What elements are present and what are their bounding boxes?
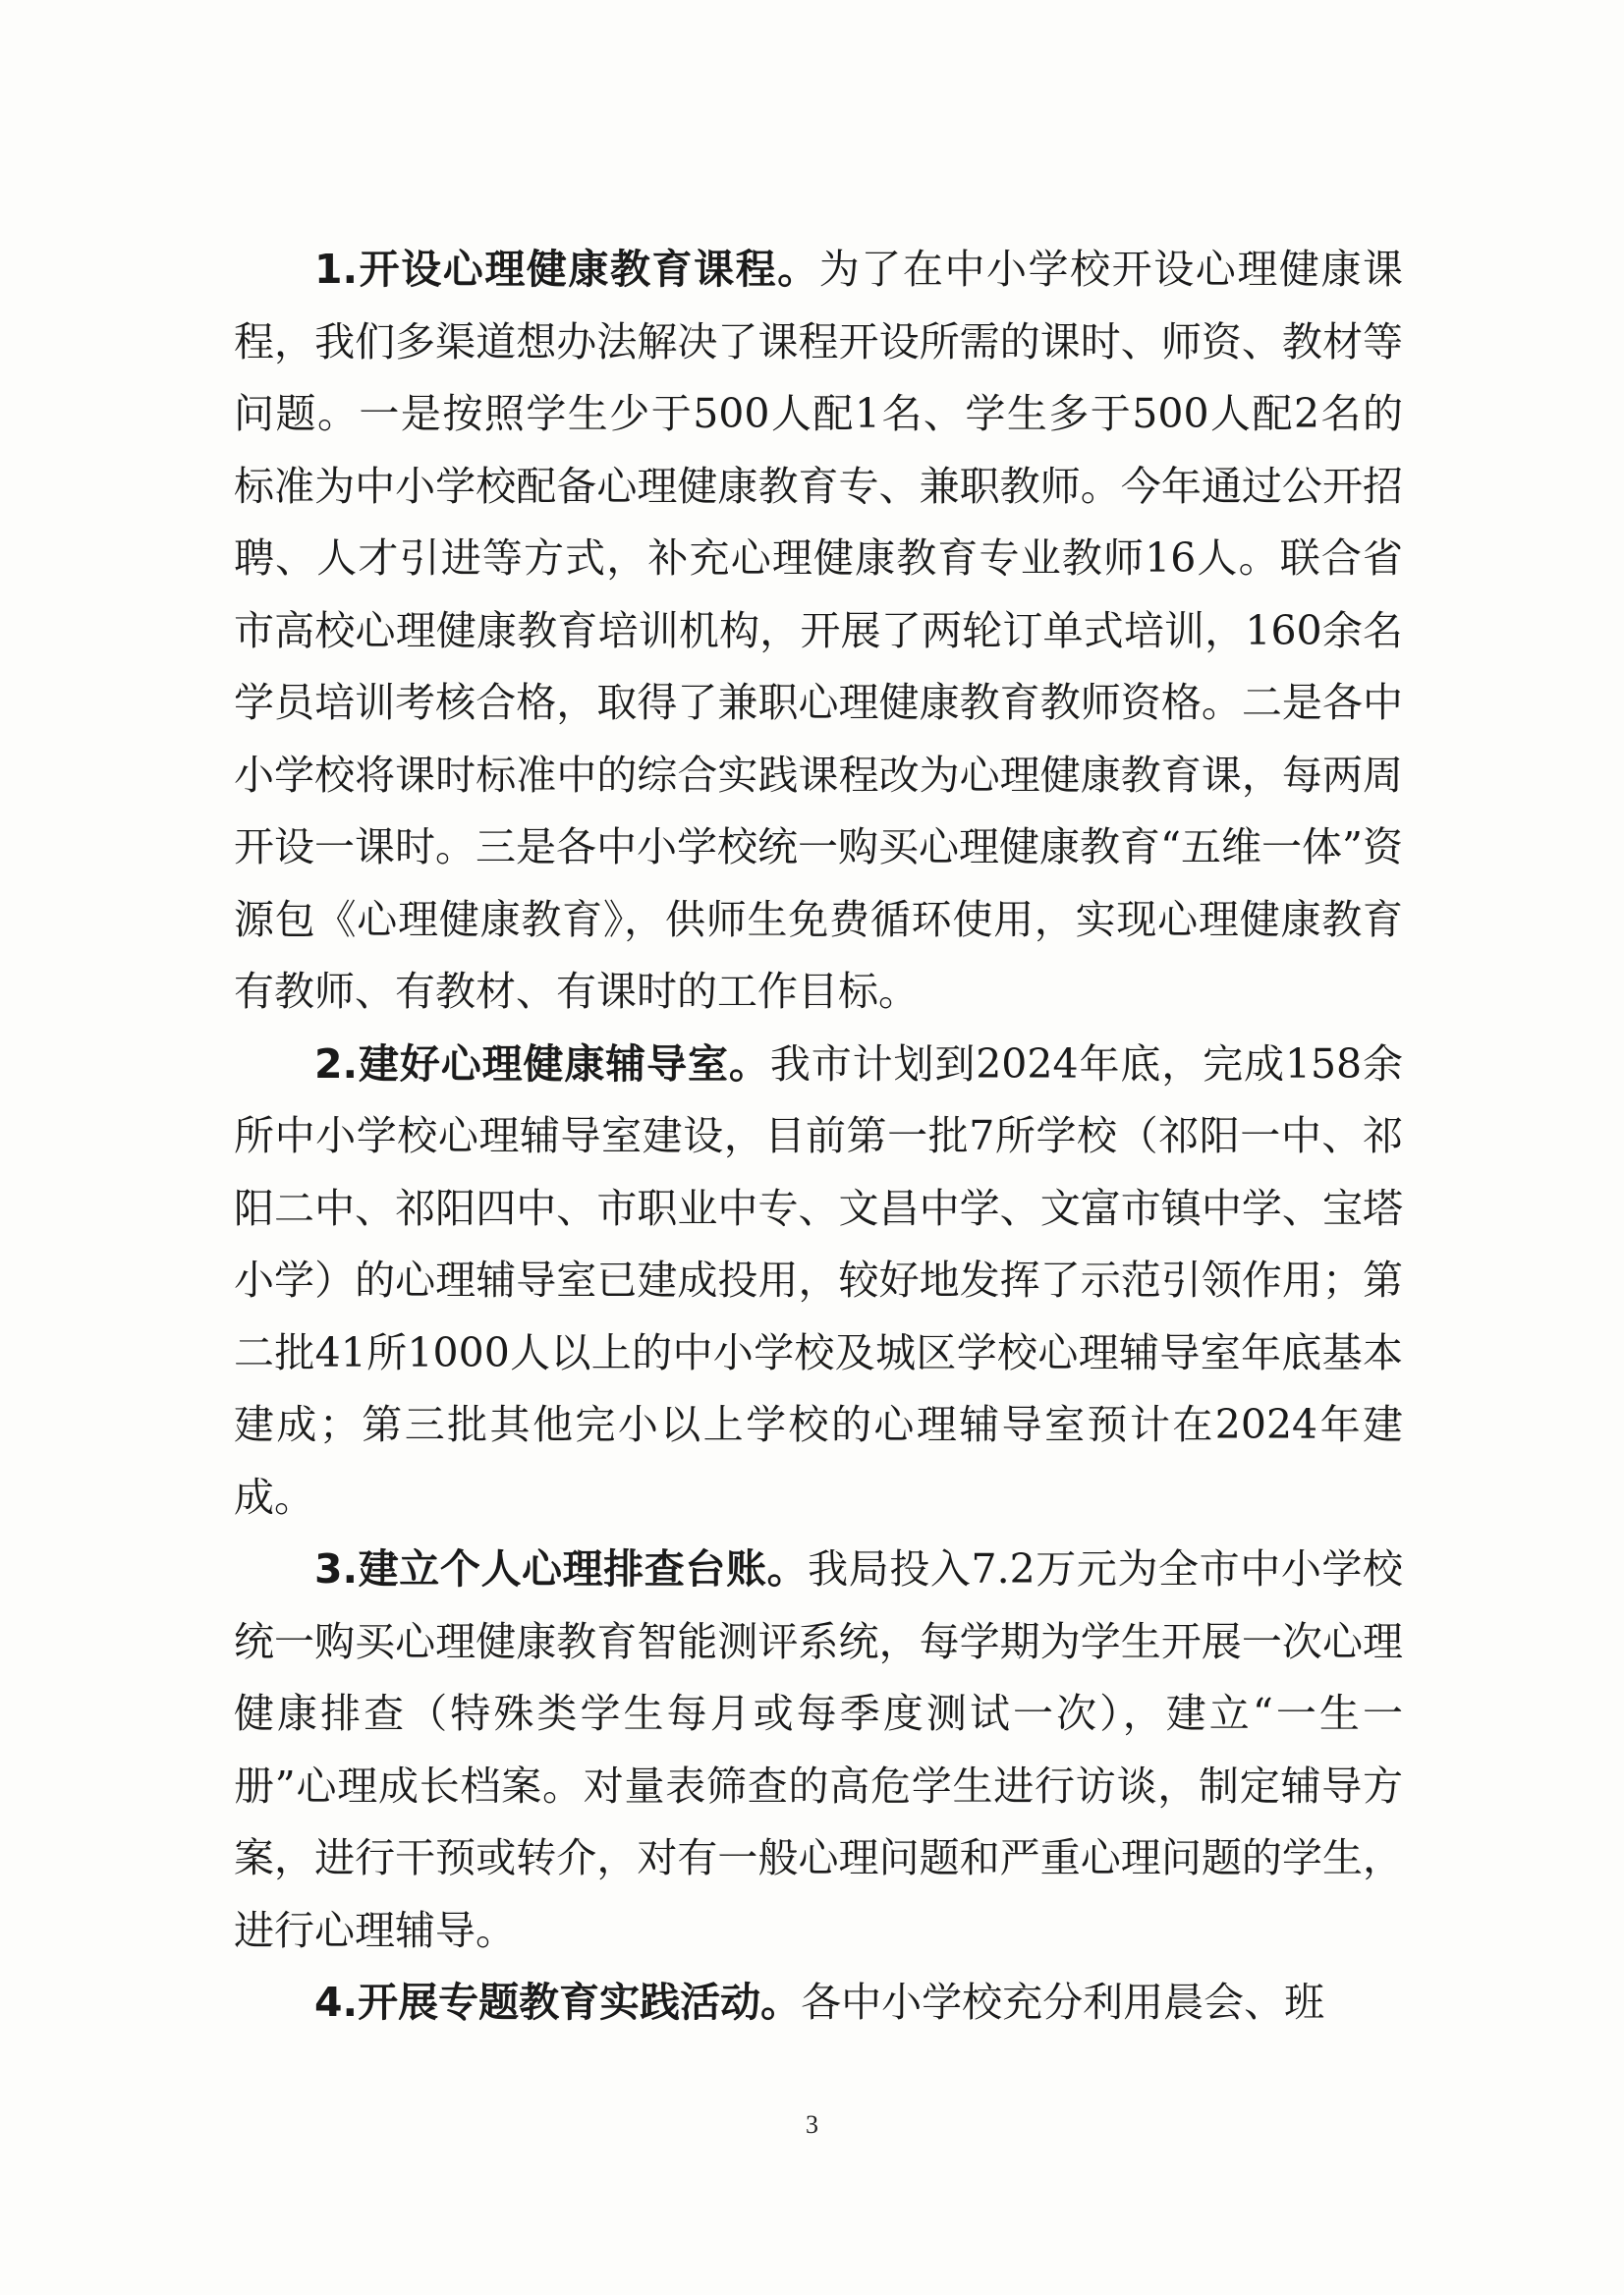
paragraph-screening-records xyxy=(234,1534,1403,1967)
paragraph-heading: 2.建好心理健康辅导室。 xyxy=(314,1039,770,1088)
paragraph-practice-activities xyxy=(234,1967,1403,2040)
paragraph-heading: 1.开设心理健康教育课程。 xyxy=(314,246,819,293)
page-number: 3 xyxy=(806,2110,818,2139)
paragraph-text: 各中小学校充分利用晨会、班 xyxy=(801,1979,1325,2026)
paragraph-heading: 4.开展专题教育实践活动。 xyxy=(314,1979,802,2026)
paragraph-text: 我市计划到2024年底，完成158余所中小学校心理辅导室建设，目前第一批7所学校（祁阳一中、祁阳二中、祁阳四中、市职业中专、文昌中学、文富市镇中学、宝塔小学）的心理辅导室已建成投用，较好地发挥了示范引领作用；第二批41所1000人以上的中小学校及城区学校心理辅导室年底基本建成；第三批其他完小以上学校的心理辅导室预计在2024年建成。 xyxy=(234,1039,1403,1521)
paragraph-course xyxy=(234,234,1403,1029)
paragraph-counseling-room xyxy=(234,1029,1403,1535)
paragraph-text: 我局投入7.2万元为全市中小学校统一购买心理健康教育智能测评系统，每学期为学生开展一次心理健康排查（特殊类学生每月或每季度测试一次），建立“一生一册”心理成长档案。对量表筛查的高危学生进行访谈，制定辅导方案，进行干预或转介，对有一般心理问题和严重心理问题的学生，进行心理辅导。 xyxy=(234,1545,1403,1954)
document-body xyxy=(234,234,1403,2040)
paragraph-heading: 3.建立个人心理排查台账。 xyxy=(314,1545,809,1593)
paragraph-text: 为了在中小学校开设心理健康课程，我们多渠道想办法解决了课程开设所需的课时、师资、教材等问题。一是按照学生少于500人配1名、学生多于500人配2名的标准为中小学校配备心理健康教育专、兼职教师。今年通过公开招聘、人才引进等方式，补充心理健康教育专业教师16人。联合省市高校心理健康教育培训机构，开展了两轮订单式培训，160余名学员培训考核合格，取得了兼职心理健康教育教师资格。二是各中小学校将课时标准中的综合实践课程改为心理健康教育课，每两周开设一课时。三是各中小学校统一购买心理健康教育“五维一体”资源包《心理健康教育》，供师生免费循环使用，实现心理健康教育有教师、有教材、有课时的工作目标。 xyxy=(234,246,1404,1015)
